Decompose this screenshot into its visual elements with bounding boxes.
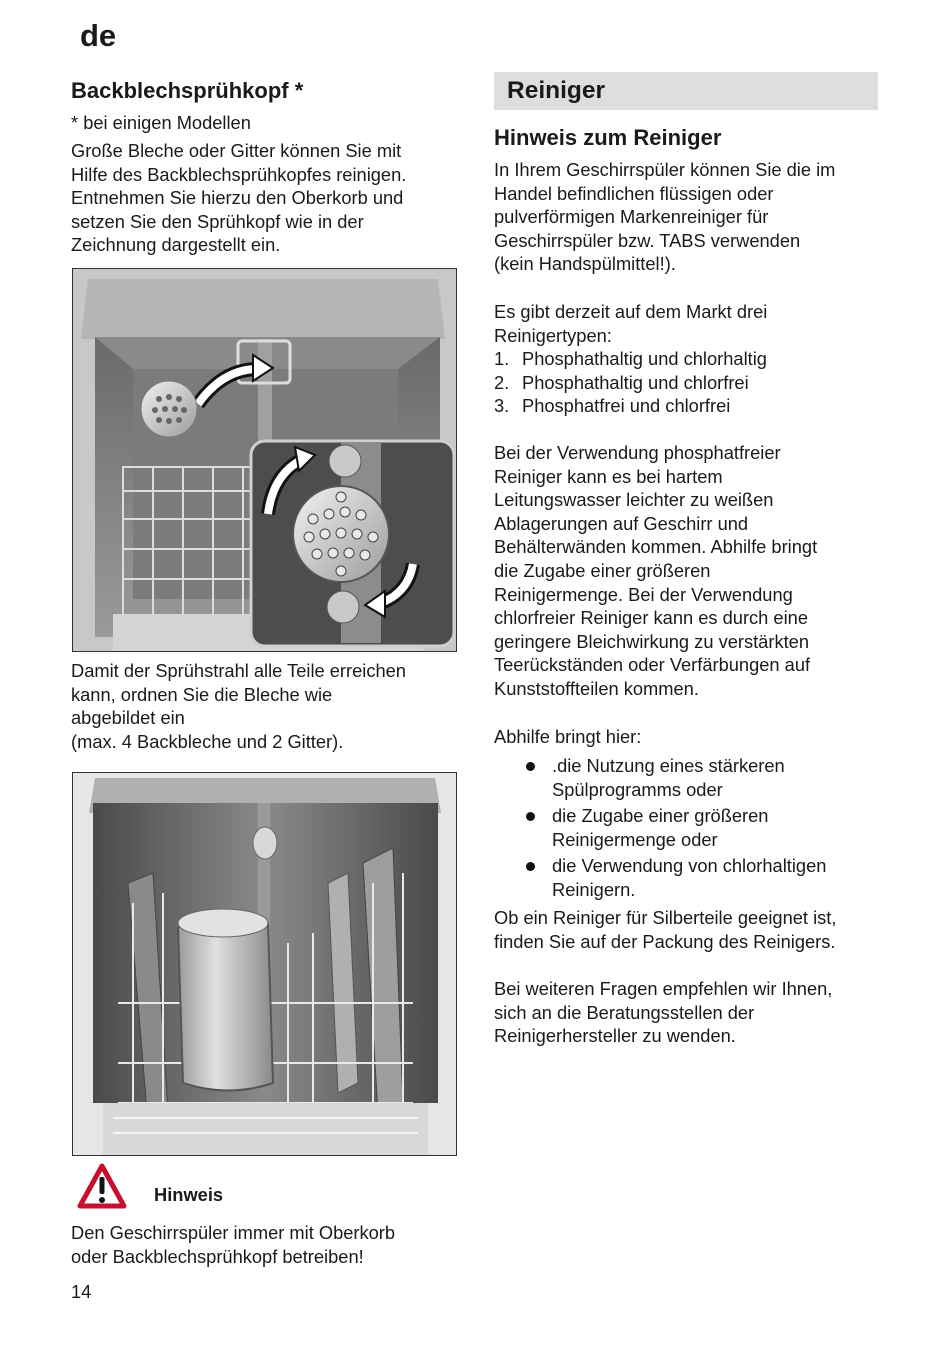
remedy-intro: Abhilfe bringt hier:	[494, 726, 642, 747]
text-line: chlorfreier Reiniger kann es durch eine	[494, 607, 808, 629]
footnote: * bei einigen Modellen	[71, 112, 251, 133]
list-item	[494, 804, 884, 851]
cleaner-types-paragraph	[494, 300, 884, 418]
section-title-cleaner: Reiniger	[507, 77, 606, 104]
text-line: Teerückständen oder Verfärbungen auf	[494, 654, 811, 676]
text-line: Den Geschirrspüler immer mit Oberkorb	[71, 1222, 396, 1243]
text-line: (max. 4 Backbleche und 2 Gitter).	[71, 730, 344, 752]
list-text: Spülprogramms oder	[552, 778, 723, 800]
text-line: pulverförmigen Markenreiniger für	[494, 206, 769, 228]
text-line: Große Bleche oder Gitter können Sie mit	[71, 140, 402, 161]
text-line: setzen Sie den Sprühkopf wie in der	[71, 210, 364, 232]
list-text: Phosphatfrei und chlorfrei	[522, 395, 731, 417]
list-text: die Zugabe einer größeren	[552, 805, 769, 827]
text-line: Reinigertypen:	[494, 324, 612, 346]
arrangement-paragraph	[71, 659, 456, 753]
page-number: 14	[71, 1281, 92, 1302]
text-line: Reinigerhersteller zu wenden.	[494, 1025, 736, 1047]
text-line: geringere Bleichwirkung zu verstärkten	[494, 630, 809, 652]
baking-tray-arrangement-illustration	[72, 772, 457, 1156]
list-number: 2.	[494, 371, 510, 393]
text-line: Es gibt derzeit auf dem Markt drei	[494, 301, 768, 322]
list-item	[494, 854, 884, 901]
text-line: In Ihrem Geschirrspüler können Sie die im	[494, 159, 836, 180]
section-header-bar	[494, 72, 878, 110]
text-line: oder Backblechsprühkopf betreiben!	[71, 1245, 364, 1267]
warning-text	[71, 1221, 456, 1268]
phosphate-free-paragraph	[494, 441, 884, 701]
list-item	[494, 371, 884, 395]
bullet-icon	[526, 762, 535, 771]
cleaner-types-list	[494, 347, 884, 418]
list-text: .die Nutzung eines stärkeren	[552, 755, 785, 776]
list-text: Reinigermenge oder	[552, 828, 718, 850]
text-line: sich an die Beratungsstellen der	[494, 1001, 755, 1023]
text-line: Bei der Verwendung phosphatfreier	[494, 442, 781, 463]
text-line: Ob ein Reiniger für Silberteile geeignet ist,	[494, 907, 837, 928]
text-line: Hilfe des Backblechsprühkopfes reinigen.	[71, 163, 407, 185]
list-number: 1.	[494, 348, 510, 370]
subsection-title: Hinweis zum Reiniger	[494, 125, 722, 150]
text-line: Zeichnung dargestellt ein.	[71, 234, 281, 256]
list-text: Phosphathaltig und chlorhaltig	[522, 348, 767, 370]
spray-head-illustration	[72, 268, 457, 652]
silver-paragraph	[494, 906, 884, 953]
text-line: finden Sie auf der Packung des Reinigers.	[494, 930, 836, 952]
bullet-icon	[526, 812, 535, 821]
text-line: Geschirrspüler bzw. TABS verwenden	[494, 229, 801, 251]
list-item	[494, 347, 884, 371]
bullet-icon	[526, 862, 535, 871]
warning-label: Hinweis	[154, 1184, 224, 1205]
dishwasher-spray-head-drawing	[73, 269, 456, 651]
text-line: Reiniger kann es bei hartem	[494, 465, 723, 487]
list-number: 3.	[494, 395, 510, 417]
list-item	[494, 754, 884, 801]
text-line: Handel befindlichen flüssigen oder	[494, 182, 774, 204]
list-text: Reinigern.	[552, 878, 636, 900]
text-line: Damit der Sprühstrahl alle Teile erreichen	[71, 660, 406, 681]
text-line: Entnehmen Sie hierzu den Oberkorb und	[71, 187, 404, 209]
text-line: Kunststoffteilen kommen.	[494, 677, 699, 699]
text-line: Leitungswasser leichter zu weißen	[494, 489, 774, 511]
text-line: abgebildet ein	[71, 707, 185, 729]
warning-triangle-icon	[77, 1163, 127, 1209]
warning-icon	[77, 1163, 127, 1209]
list-item	[494, 394, 884, 418]
remedy-list	[494, 754, 884, 905]
list-text: die Verwendung von chlorhaltigen	[552, 855, 827, 877]
text-line: die Zugabe einer größeren	[494, 559, 711, 581]
language-label: de	[80, 18, 117, 53]
text-line: (kein Handspülmittel!).	[494, 253, 676, 275]
contact-paragraph	[494, 977, 884, 1048]
list-text: Phosphathaltig und chlorfrei	[522, 371, 749, 393]
dishwasher-trays-drawing	[73, 773, 456, 1155]
cleaner-intro-paragraph	[494, 158, 884, 276]
intro-paragraph	[71, 139, 456, 257]
text-line: Ablagerungen auf Geschirr und	[494, 512, 749, 534]
section-title-spray-head: Backblechsprühkopf *	[71, 78, 304, 103]
text-line: Bei weiteren Fragen empfehlen wir Ihnen,	[494, 978, 833, 999]
text-line: Reinigermenge. Bei der Verwendung	[494, 583, 793, 605]
text-line: kann, ordnen Sie die Bleche wie	[71, 683, 333, 705]
text-line: Behälterwänden kommen. Abhilfe bringt	[494, 536, 818, 558]
